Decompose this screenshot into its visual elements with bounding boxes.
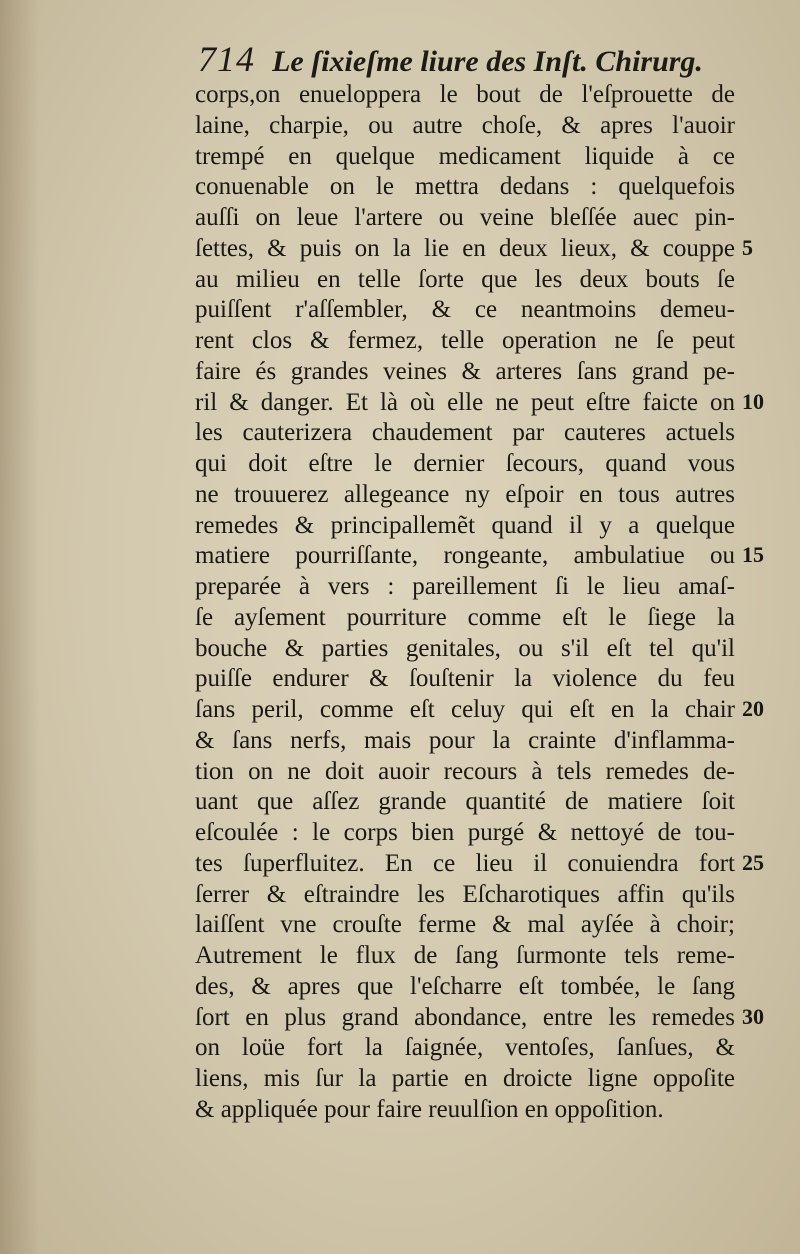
text-line: conuenable on le mettra dedans : quelquefois bbox=[195, 173, 735, 201]
running-head bbox=[198, 38, 738, 84]
text-line: tes ſuperfluitez. En ce lieu il conuiendra fort bbox=[195, 849, 735, 877]
text-line: rent clos & fermez, telle operation ne ſe peut bbox=[195, 327, 735, 354]
text-line: auſſi on leue l'artere ou veine bleſſée auec pin- bbox=[195, 204, 735, 231]
text-line: ſort en plus grand abondance, entre les remedes bbox=[195, 1003, 735, 1031]
text-line: les cauterizera chaudement par cauteres actuels bbox=[195, 419, 735, 447]
text-line: eſcoulée : le corps bien purgé & nettoyé de tou- bbox=[195, 819, 735, 846]
line-number-marker: 5 bbox=[742, 235, 753, 260]
text-line: des, & apres que l'eſcharre eſt tombée, le ſang bbox=[195, 972, 735, 1000]
text-line: remedes & principallemẽt quand il y a quelque bbox=[195, 511, 735, 539]
text-line: trempé en quelque medicament liquide à ce bbox=[195, 142, 735, 170]
text-line: matiere pourriſſante, rongeante, ambulatiue ou bbox=[195, 542, 735, 570]
text-line: qui doit eſtre le dernier ſecours, quand vous bbox=[195, 450, 735, 477]
text-line: & ſans nerfs, mais pour la crainte d'inflamma- bbox=[195, 726, 735, 754]
running-title: Le ſixieſme liure des Inſt. Chirurg. bbox=[272, 45, 703, 78]
text-line: ril & danger. Et là où elle ne peut eſtre faicte on bbox=[195, 388, 735, 416]
text-line: puiſſent r'aſſembler, & ce neantmoins demeu- bbox=[195, 296, 735, 324]
text-line: laine, charpie, ou autre choſe, & apres l'auoir bbox=[195, 111, 735, 139]
text-line: liens, mis ſur la partie en droicte ligne oppoſite bbox=[195, 1065, 735, 1092]
text-line: bouche & parties genitales, ou s'il eſt tel qu'il bbox=[195, 634, 735, 662]
line-number-marker: 15 bbox=[742, 542, 764, 567]
line-number-marker: 20 bbox=[742, 696, 764, 721]
text-line: corps,on enueloppera le bout de l'eſprouette de bbox=[195, 81, 735, 108]
text-line: Autrement le flux de ſang ſurmonte tels reme- bbox=[195, 942, 735, 969]
text-line: tion on ne doit auoir recours à tels remedes de- bbox=[195, 757, 735, 785]
text-line: ne trouuerez allegeance ny eſpoir en tous autres bbox=[195, 480, 735, 508]
line-number-marker: 30 bbox=[742, 1004, 764, 1029]
text-line: ſerrer & eſtraindre les Eſcharotiques affin qu'ils bbox=[195, 880, 735, 908]
text-line: faire és grandes veines & arteres ſans grand pe- bbox=[195, 357, 735, 385]
text-line: ſe ayſement pourriture comme eſt le ſiege la bbox=[195, 603, 735, 631]
text-line: ſans peril, comme eſt celuy qui eſt en la chair bbox=[195, 696, 735, 723]
page-number: 714 bbox=[198, 39, 255, 79]
page-gutter-shadow bbox=[0, 0, 40, 1254]
line-number-marker: 25 bbox=[742, 850, 764, 875]
text-line: on loüe fort la ſaignée, ventoſes, ſanſues, & bbox=[195, 1034, 735, 1062]
text-block bbox=[195, 80, 735, 1126]
text-line: & appliquée pour faire reuulſion en oppoſition. bbox=[195, 1095, 664, 1123]
text-line: ſettes, & puis on la lie en deux lieux, & couppe bbox=[195, 234, 735, 262]
text-line: laiſſent vne crouſte ferme & mal ayſée à choir; bbox=[195, 911, 735, 939]
line-number-marker: 10 bbox=[742, 389, 764, 414]
text-line: uant que aſſez grande quantité de matiere ſoit bbox=[195, 788, 735, 816]
text-line: au milieu en telle ſorte que les deux bouts ſe bbox=[195, 265, 735, 293]
text-line: puiſſe endurer & ſouſtenir la violence du feu bbox=[195, 665, 735, 693]
text-line: preparée à vers : pareillement ſi le lieu amaſ- bbox=[195, 573, 735, 600]
